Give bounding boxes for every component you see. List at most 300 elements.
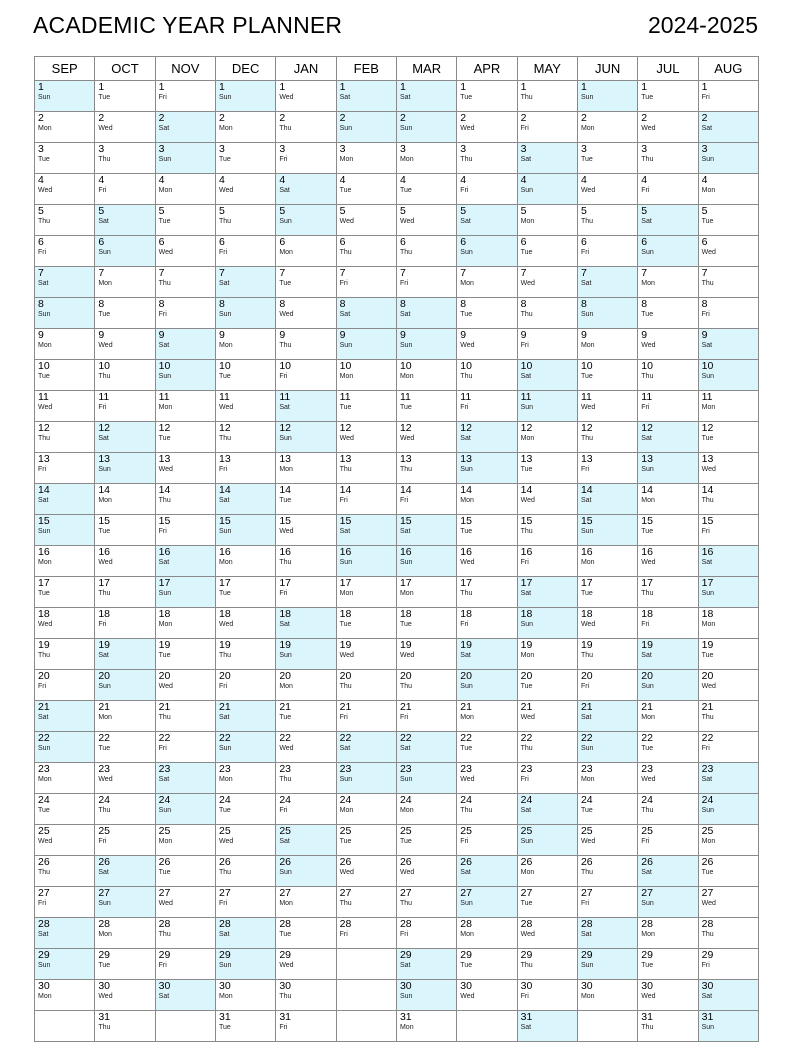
day-cell-dec-29[interactable] <box>215 949 275 980</box>
day-cell-jan-18[interactable] <box>276 608 336 639</box>
day-cell-dec-12[interactable] <box>215 422 275 453</box>
day-cell-mar-7[interactable] <box>396 267 456 298</box>
day-cell-oct-18[interactable] <box>95 608 155 639</box>
day-cell-aug-3[interactable] <box>698 143 758 174</box>
day-cell-nov-4[interactable] <box>155 174 215 205</box>
day-cell-jul-7[interactable] <box>638 267 698 298</box>
day-cell-nov-30[interactable] <box>155 980 215 1011</box>
day-cell-jan-12[interactable] <box>276 422 336 453</box>
day-cell-dec-26[interactable] <box>215 856 275 887</box>
day-cell-nov-20[interactable] <box>155 670 215 701</box>
day-cell-sep-30[interactable] <box>35 980 95 1011</box>
day-cell-may-12[interactable] <box>517 422 577 453</box>
day-cell-oct-4[interactable] <box>95 174 155 205</box>
day-cell-jun-19[interactable] <box>577 639 637 670</box>
day-cell-nov-26[interactable] <box>155 856 215 887</box>
day-cell-apr-8[interactable] <box>457 298 517 329</box>
day-cell-jan-20[interactable] <box>276 670 336 701</box>
day-cell-nov-19[interactable] <box>155 639 215 670</box>
day-cell-aug-8[interactable] <box>698 298 758 329</box>
day-cell-mar-15[interactable] <box>396 515 456 546</box>
day-cell-dec-14[interactable] <box>215 484 275 515</box>
day-cell-jun-5[interactable] <box>577 205 637 236</box>
day-cell-feb-28[interactable] <box>336 918 396 949</box>
day-cell-may-2[interactable] <box>517 112 577 143</box>
day-cell-apr-14[interactable] <box>457 484 517 515</box>
day-cell-jun-25[interactable] <box>577 825 637 856</box>
day-cell-dec-16[interactable] <box>215 546 275 577</box>
day-cell-feb-21[interactable] <box>336 701 396 732</box>
day-cell-sep-19[interactable] <box>35 639 95 670</box>
day-cell-jan-7[interactable] <box>276 267 336 298</box>
day-cell-apr-28[interactable] <box>457 918 517 949</box>
day-cell-dec-17[interactable] <box>215 577 275 608</box>
day-cell-sep-6[interactable] <box>35 236 95 267</box>
day-cell-sep-13[interactable] <box>35 453 95 484</box>
day-cell-dec-21[interactable] <box>215 701 275 732</box>
day-cell-jun-22[interactable] <box>577 732 637 763</box>
day-cell-sep-15[interactable] <box>35 515 95 546</box>
day-cell-dec-15[interactable] <box>215 515 275 546</box>
day-cell-dec-20[interactable] <box>215 670 275 701</box>
day-cell-sep-22[interactable] <box>35 732 95 763</box>
day-cell-may-23[interactable] <box>517 763 577 794</box>
day-cell-nov-7[interactable] <box>155 267 215 298</box>
day-cell-aug-11[interactable] <box>698 391 758 422</box>
day-cell-may-5[interactable] <box>517 205 577 236</box>
day-cell-oct-7[interactable] <box>95 267 155 298</box>
day-cell-apr-16[interactable] <box>457 546 517 577</box>
day-cell-jan-3[interactable] <box>276 143 336 174</box>
day-cell-aug-7[interactable] <box>698 267 758 298</box>
day-cell-apr-27[interactable] <box>457 887 517 918</box>
day-cell-feb-3[interactable] <box>336 143 396 174</box>
day-cell-aug-2[interactable] <box>698 112 758 143</box>
day-cell-nov-27[interactable] <box>155 887 215 918</box>
day-cell-nov-22[interactable] <box>155 732 215 763</box>
day-cell-apr-17[interactable] <box>457 577 517 608</box>
day-cell-sep-1[interactable] <box>35 81 95 112</box>
day-cell-jan-1[interactable] <box>276 81 336 112</box>
day-cell-jan-31[interactable] <box>276 1011 336 1042</box>
day-cell-jul-3[interactable] <box>638 143 698 174</box>
day-cell-jan-2[interactable] <box>276 112 336 143</box>
day-cell-may-15[interactable] <box>517 515 577 546</box>
day-cell-jan-15[interactable] <box>276 515 336 546</box>
day-cell-aug-21[interactable] <box>698 701 758 732</box>
day-cell-aug-29[interactable] <box>698 949 758 980</box>
day-cell-jun-3[interactable] <box>577 143 637 174</box>
day-cell-dec-3[interactable] <box>215 143 275 174</box>
day-cell-jul-5[interactable] <box>638 205 698 236</box>
day-cell-sep-14[interactable] <box>35 484 95 515</box>
day-cell-feb-24[interactable] <box>336 794 396 825</box>
day-cell-dec-23[interactable] <box>215 763 275 794</box>
day-cell-nov-21[interactable] <box>155 701 215 732</box>
day-cell-oct-27[interactable] <box>95 887 155 918</box>
day-cell-oct-22[interactable] <box>95 732 155 763</box>
day-cell-feb-19[interactable] <box>336 639 396 670</box>
day-cell-oct-30[interactable] <box>95 980 155 1011</box>
day-cell-jul-17[interactable] <box>638 577 698 608</box>
day-cell-jul-9[interactable] <box>638 329 698 360</box>
day-cell-jun-28[interactable] <box>577 918 637 949</box>
day-cell-feb-10[interactable] <box>336 360 396 391</box>
day-cell-mar-22[interactable] <box>396 732 456 763</box>
day-cell-sep-16[interactable] <box>35 546 95 577</box>
day-cell-jan-5[interactable] <box>276 205 336 236</box>
day-cell-dec-8[interactable] <box>215 298 275 329</box>
day-cell-apr-10[interactable] <box>457 360 517 391</box>
day-cell-mar-4[interactable] <box>396 174 456 205</box>
day-cell-apr-26[interactable] <box>457 856 517 887</box>
day-cell-jan-6[interactable] <box>276 236 336 267</box>
day-cell-aug-31[interactable] <box>698 1011 758 1042</box>
day-cell-jun-7[interactable] <box>577 267 637 298</box>
day-cell-feb-4[interactable] <box>336 174 396 205</box>
day-cell-aug-15[interactable] <box>698 515 758 546</box>
day-cell-mar-20[interactable] <box>396 670 456 701</box>
day-cell-oct-19[interactable] <box>95 639 155 670</box>
day-cell-nov-23[interactable] <box>155 763 215 794</box>
day-cell-jan-9[interactable] <box>276 329 336 360</box>
day-cell-jun-6[interactable] <box>577 236 637 267</box>
day-cell-dec-28[interactable] <box>215 918 275 949</box>
day-cell-jan-4[interactable] <box>276 174 336 205</box>
day-cell-oct-1[interactable] <box>95 81 155 112</box>
day-cell-mar-31[interactable] <box>396 1011 456 1042</box>
day-cell-aug-12[interactable] <box>698 422 758 453</box>
day-cell-sep-12[interactable] <box>35 422 95 453</box>
day-cell-jul-25[interactable] <box>638 825 698 856</box>
day-cell-jun-2[interactable] <box>577 112 637 143</box>
day-cell-jun-4[interactable] <box>577 174 637 205</box>
day-cell-jun-29[interactable] <box>577 949 637 980</box>
day-cell-sep-25[interactable] <box>35 825 95 856</box>
day-cell-feb-7[interactable] <box>336 267 396 298</box>
day-cell-nov-14[interactable] <box>155 484 215 515</box>
day-cell-feb-9[interactable] <box>336 329 396 360</box>
day-cell-aug-24[interactable] <box>698 794 758 825</box>
day-cell-may-6[interactable] <box>517 236 577 267</box>
day-cell-jul-27[interactable] <box>638 887 698 918</box>
day-cell-jan-24[interactable] <box>276 794 336 825</box>
day-cell-may-18[interactable] <box>517 608 577 639</box>
day-cell-aug-25[interactable] <box>698 825 758 856</box>
day-cell-dec-10[interactable] <box>215 360 275 391</box>
day-cell-jun-30[interactable] <box>577 980 637 1011</box>
day-cell-dec-27[interactable] <box>215 887 275 918</box>
day-cell-jul-13[interactable] <box>638 453 698 484</box>
day-cell-may-10[interactable] <box>517 360 577 391</box>
day-cell-jan-19[interactable] <box>276 639 336 670</box>
day-cell-may-7[interactable] <box>517 267 577 298</box>
day-cell-mar-14[interactable] <box>396 484 456 515</box>
day-cell-nov-29[interactable] <box>155 949 215 980</box>
day-cell-dec-24[interactable] <box>215 794 275 825</box>
day-cell-feb-11[interactable] <box>336 391 396 422</box>
day-cell-jul-11[interactable] <box>638 391 698 422</box>
day-cell-apr-7[interactable] <box>457 267 517 298</box>
day-cell-mar-5[interactable] <box>396 205 456 236</box>
day-cell-may-27[interactable] <box>517 887 577 918</box>
day-cell-apr-24[interactable] <box>457 794 517 825</box>
day-cell-nov-5[interactable] <box>155 205 215 236</box>
day-cell-nov-12[interactable] <box>155 422 215 453</box>
day-cell-aug-1[interactable] <box>698 81 758 112</box>
day-cell-mar-12[interactable] <box>396 422 456 453</box>
day-cell-may-4[interactable] <box>517 174 577 205</box>
day-cell-mar-30[interactable] <box>396 980 456 1011</box>
day-cell-apr-15[interactable] <box>457 515 517 546</box>
day-cell-jul-19[interactable] <box>638 639 698 670</box>
day-cell-sep-28[interactable] <box>35 918 95 949</box>
day-cell-oct-13[interactable] <box>95 453 155 484</box>
day-cell-oct-16[interactable] <box>95 546 155 577</box>
day-cell-jan-13[interactable] <box>276 453 336 484</box>
day-cell-apr-1[interactable] <box>457 81 517 112</box>
day-cell-sep-29[interactable] <box>35 949 95 980</box>
day-cell-nov-18[interactable] <box>155 608 215 639</box>
day-cell-feb-22[interactable] <box>336 732 396 763</box>
day-cell-dec-5[interactable] <box>215 205 275 236</box>
day-cell-jun-9[interactable] <box>577 329 637 360</box>
day-cell-mar-26[interactable] <box>396 856 456 887</box>
day-cell-jun-21[interactable] <box>577 701 637 732</box>
day-cell-may-16[interactable] <box>517 546 577 577</box>
day-cell-dec-22[interactable] <box>215 732 275 763</box>
day-cell-feb-13[interactable] <box>336 453 396 484</box>
day-cell-oct-29[interactable] <box>95 949 155 980</box>
day-cell-oct-2[interactable] <box>95 112 155 143</box>
day-cell-dec-30[interactable] <box>215 980 275 1011</box>
day-cell-aug-10[interactable] <box>698 360 758 391</box>
day-cell-mar-18[interactable] <box>396 608 456 639</box>
day-cell-oct-8[interactable] <box>95 298 155 329</box>
day-cell-jul-8[interactable] <box>638 298 698 329</box>
day-cell-oct-24[interactable] <box>95 794 155 825</box>
day-cell-aug-28[interactable] <box>698 918 758 949</box>
day-cell-aug-16[interactable] <box>698 546 758 577</box>
day-cell-oct-15[interactable] <box>95 515 155 546</box>
day-cell-may-3[interactable] <box>517 143 577 174</box>
day-cell-mar-25[interactable] <box>396 825 456 856</box>
day-cell-mar-13[interactable] <box>396 453 456 484</box>
day-cell-aug-19[interactable] <box>698 639 758 670</box>
day-cell-jun-17[interactable] <box>577 577 637 608</box>
day-cell-jul-15[interactable] <box>638 515 698 546</box>
day-cell-apr-2[interactable] <box>457 112 517 143</box>
day-cell-sep-3[interactable] <box>35 143 95 174</box>
day-cell-nov-15[interactable] <box>155 515 215 546</box>
day-cell-feb-20[interactable] <box>336 670 396 701</box>
day-cell-nov-2[interactable] <box>155 112 215 143</box>
day-cell-jan-27[interactable] <box>276 887 336 918</box>
day-cell-nov-13[interactable] <box>155 453 215 484</box>
day-cell-aug-17[interactable] <box>698 577 758 608</box>
day-cell-jan-30[interactable] <box>276 980 336 1011</box>
day-cell-dec-11[interactable] <box>215 391 275 422</box>
day-cell-may-26[interactable] <box>517 856 577 887</box>
day-cell-may-17[interactable] <box>517 577 577 608</box>
day-cell-nov-9[interactable] <box>155 329 215 360</box>
day-cell-jun-11[interactable] <box>577 391 637 422</box>
day-cell-sep-4[interactable] <box>35 174 95 205</box>
day-cell-jul-1[interactable] <box>638 81 698 112</box>
day-cell-dec-4[interactable] <box>215 174 275 205</box>
day-cell-jun-13[interactable] <box>577 453 637 484</box>
day-cell-aug-6[interactable] <box>698 236 758 267</box>
day-cell-apr-12[interactable] <box>457 422 517 453</box>
day-cell-jan-23[interactable] <box>276 763 336 794</box>
day-cell-aug-13[interactable] <box>698 453 758 484</box>
day-cell-aug-26[interactable] <box>698 856 758 887</box>
day-cell-sep-27[interactable] <box>35 887 95 918</box>
day-cell-jul-20[interactable] <box>638 670 698 701</box>
day-cell-nov-17[interactable] <box>155 577 215 608</box>
day-cell-jun-12[interactable] <box>577 422 637 453</box>
day-cell-dec-31[interactable] <box>215 1011 275 1042</box>
day-cell-jan-14[interactable] <box>276 484 336 515</box>
day-cell-nov-8[interactable] <box>155 298 215 329</box>
day-cell-sep-8[interactable] <box>35 298 95 329</box>
day-cell-dec-6[interactable] <box>215 236 275 267</box>
day-cell-dec-2[interactable] <box>215 112 275 143</box>
day-cell-apr-22[interactable] <box>457 732 517 763</box>
day-cell-jun-27[interactable] <box>577 887 637 918</box>
day-cell-may-22[interactable] <box>517 732 577 763</box>
day-cell-apr-30[interactable] <box>457 980 517 1011</box>
day-cell-jan-17[interactable] <box>276 577 336 608</box>
day-cell-jul-12[interactable] <box>638 422 698 453</box>
day-cell-jul-22[interactable] <box>638 732 698 763</box>
day-cell-mar-11[interactable] <box>396 391 456 422</box>
day-cell-apr-6[interactable] <box>457 236 517 267</box>
day-cell-may-30[interactable] <box>517 980 577 1011</box>
day-cell-oct-10[interactable] <box>95 360 155 391</box>
day-cell-jan-11[interactable] <box>276 391 336 422</box>
day-cell-sep-7[interactable] <box>35 267 95 298</box>
day-cell-jan-16[interactable] <box>276 546 336 577</box>
day-cell-sep-23[interactable] <box>35 763 95 794</box>
day-cell-jun-15[interactable] <box>577 515 637 546</box>
day-cell-mar-2[interactable] <box>396 112 456 143</box>
day-cell-oct-21[interactable] <box>95 701 155 732</box>
day-cell-aug-22[interactable] <box>698 732 758 763</box>
day-cell-oct-17[interactable] <box>95 577 155 608</box>
day-cell-dec-9[interactable] <box>215 329 275 360</box>
day-cell-sep-17[interactable] <box>35 577 95 608</box>
day-cell-jul-31[interactable] <box>638 1011 698 1042</box>
day-cell-dec-19[interactable] <box>215 639 275 670</box>
day-cell-oct-6[interactable] <box>95 236 155 267</box>
day-cell-mar-24[interactable] <box>396 794 456 825</box>
day-cell-mar-27[interactable] <box>396 887 456 918</box>
day-cell-dec-13[interactable] <box>215 453 275 484</box>
day-cell-feb-18[interactable] <box>336 608 396 639</box>
day-cell-jul-26[interactable] <box>638 856 698 887</box>
day-cell-apr-13[interactable] <box>457 453 517 484</box>
day-cell-oct-31[interactable] <box>95 1011 155 1042</box>
day-cell-apr-4[interactable] <box>457 174 517 205</box>
day-cell-nov-16[interactable] <box>155 546 215 577</box>
day-cell-nov-25[interactable] <box>155 825 215 856</box>
day-cell-feb-1[interactable] <box>336 81 396 112</box>
day-cell-oct-20[interactable] <box>95 670 155 701</box>
day-cell-jan-28[interactable] <box>276 918 336 949</box>
day-cell-feb-25[interactable] <box>336 825 396 856</box>
day-cell-nov-1[interactable] <box>155 81 215 112</box>
day-cell-jul-30[interactable] <box>638 980 698 1011</box>
day-cell-jul-29[interactable] <box>638 949 698 980</box>
day-cell-oct-14[interactable] <box>95 484 155 515</box>
day-cell-feb-16[interactable] <box>336 546 396 577</box>
day-cell-sep-21[interactable] <box>35 701 95 732</box>
day-cell-jul-10[interactable] <box>638 360 698 391</box>
day-cell-may-21[interactable] <box>517 701 577 732</box>
day-cell-aug-30[interactable] <box>698 980 758 1011</box>
day-cell-jan-22[interactable] <box>276 732 336 763</box>
day-cell-jan-10[interactable] <box>276 360 336 391</box>
day-cell-jun-8[interactable] <box>577 298 637 329</box>
day-cell-mar-1[interactable] <box>396 81 456 112</box>
day-cell-jun-14[interactable] <box>577 484 637 515</box>
day-cell-oct-9[interactable] <box>95 329 155 360</box>
day-cell-sep-26[interactable] <box>35 856 95 887</box>
day-cell-may-9[interactable] <box>517 329 577 360</box>
day-cell-may-29[interactable] <box>517 949 577 980</box>
day-cell-may-14[interactable] <box>517 484 577 515</box>
day-cell-oct-5[interactable] <box>95 205 155 236</box>
day-cell-feb-23[interactable] <box>336 763 396 794</box>
day-cell-aug-23[interactable] <box>698 763 758 794</box>
day-cell-apr-20[interactable] <box>457 670 517 701</box>
day-cell-may-8[interactable] <box>517 298 577 329</box>
day-cell-aug-27[interactable] <box>698 887 758 918</box>
day-cell-mar-9[interactable] <box>396 329 456 360</box>
day-cell-apr-21[interactable] <box>457 701 517 732</box>
day-cell-jan-29[interactable] <box>276 949 336 980</box>
day-cell-jul-4[interactable] <box>638 174 698 205</box>
day-cell-jul-23[interactable] <box>638 763 698 794</box>
day-cell-may-19[interactable] <box>517 639 577 670</box>
day-cell-jul-16[interactable] <box>638 546 698 577</box>
day-cell-feb-6[interactable] <box>336 236 396 267</box>
day-cell-apr-5[interactable] <box>457 205 517 236</box>
day-cell-apr-18[interactable] <box>457 608 517 639</box>
day-cell-jun-18[interactable] <box>577 608 637 639</box>
day-cell-feb-8[interactable] <box>336 298 396 329</box>
day-cell-mar-23[interactable] <box>396 763 456 794</box>
day-cell-jun-26[interactable] <box>577 856 637 887</box>
day-cell-sep-10[interactable] <box>35 360 95 391</box>
day-cell-jan-8[interactable] <box>276 298 336 329</box>
day-cell-sep-11[interactable] <box>35 391 95 422</box>
day-cell-nov-6[interactable] <box>155 236 215 267</box>
day-cell-feb-2[interactable] <box>336 112 396 143</box>
day-cell-sep-20[interactable] <box>35 670 95 701</box>
day-cell-jan-26[interactable] <box>276 856 336 887</box>
day-cell-dec-18[interactable] <box>215 608 275 639</box>
day-cell-mar-17[interactable] <box>396 577 456 608</box>
day-cell-dec-25[interactable] <box>215 825 275 856</box>
day-cell-may-1[interactable] <box>517 81 577 112</box>
day-cell-jun-16[interactable] <box>577 546 637 577</box>
day-cell-may-13[interactable] <box>517 453 577 484</box>
day-cell-apr-3[interactable] <box>457 143 517 174</box>
day-cell-feb-15[interactable] <box>336 515 396 546</box>
day-cell-oct-28[interactable] <box>95 918 155 949</box>
